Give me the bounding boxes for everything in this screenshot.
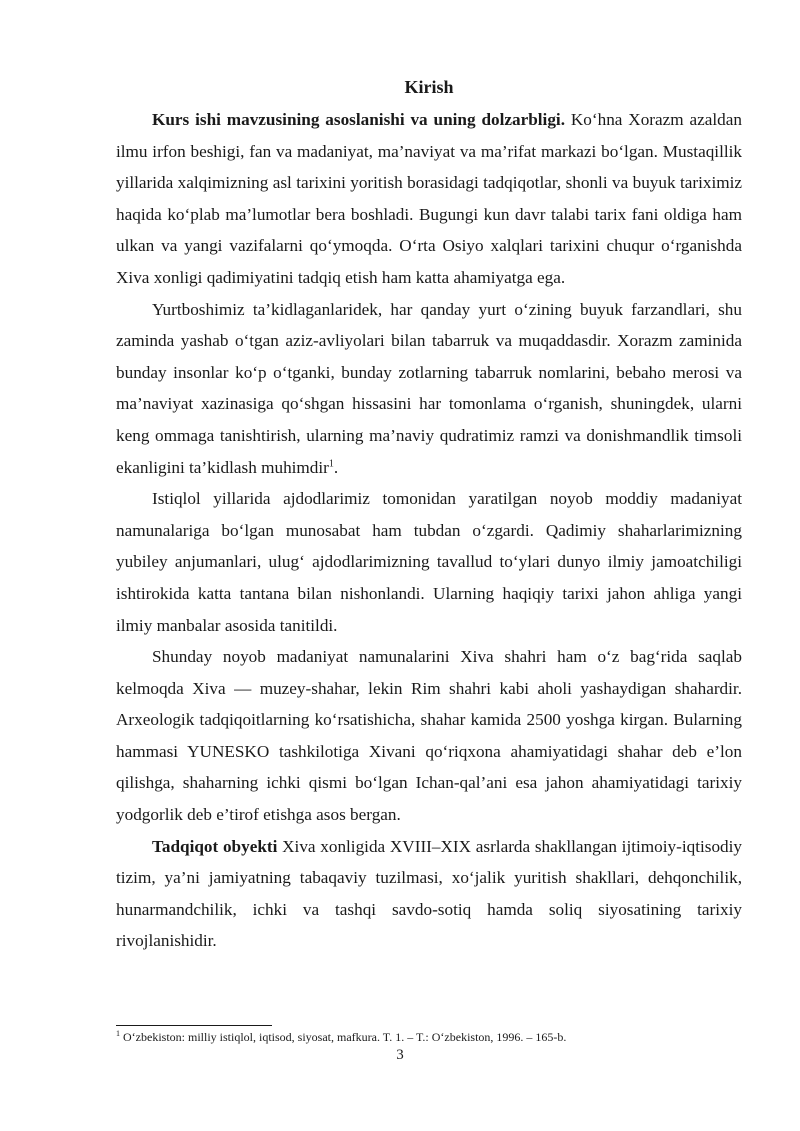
paragraph-independence <box>116 483 742 641</box>
footnote-separator <box>116 1025 272 1026</box>
section-title: Kirish <box>404 77 454 97</box>
paragraph-text-research-object: Xiva xonligida XVIII–XIX asrlarda shakllangan ijtimoiy-iqtisodiy tizim, ya’ni jamiyatning tabaqaviy tuzilmasi, xo‘jalik yuritish shakllari, dehqonchilik, hunarmandchilik, ichki va tashqi savdo-sotiq hamda soliq siyosatining tarixiy rivojlanishidir. <box>116 836 742 951</box>
page-number: 3 <box>396 1047 404 1063</box>
paragraph-text-ancestors: Yurtboshimiz ta’kidlaganlaridek, har qanday yurt o‘zining buyuk farzandlari, shu zaminda yashab o‘tgan aziz-avliyolari bilan tabarruk va muqaddasdir. Xorazm zaminida bunday insonlar ko‘p o‘tganki, bunday zotlarning tabarruk nomlarini, bebaho merosi va ma’naviyat xazinasiga qo‘shgan hissasini har tomonlama o‘rganish, shuningdek, ularni keng ommaga tanishtirish, ularning ma’naviy qudratimiz ramzi va donishmandlik timsoli ekanligini ta’kidlash muhimdir <box>116 299 742 477</box>
paragraph-text-khiva: Shunday noyob madaniyat namunalarini Xiva shahri ham o‘z bag‘rida saqlab kelmoqda Xiva — muzey-shahar, lekin Rim shahri kabi aholi yashaydigan shahardir. Arxeologik tadqiqoitlarning ko‘rsatishicha, shahar kamida 2500 yoshga kirgan. Bularning hammasi YUNESKO tashkilotiga Xivani qo‘riqxona ahamiyatidagi shahar deb e’lon qilishga, shaharning ichki qismi bo‘lgan Ichan-qal’ani esa jahon ahamiyatidagi tarixiy yodgorlik deb e’tirof etishga asos bergan. <box>116 647 742 825</box>
footnote-marker: 1 <box>116 1029 120 1038</box>
paragraph-end-ancestors: . <box>333 457 339 477</box>
paragraph-lead-research-object: Tadqiqot obyekti <box>152 836 278 856</box>
paragraph-text-independence: Istiqlol yillarida ajdodlarimiz tomonidan yaratilgan noyob moddiy madaniyat namunalariga bo‘lgan munosabat ham tubdan o‘zgardi. Qadimiy shaharlarimizning yubiley anjumanlari, ulug‘ ajdodlarimizning tavallud to‘ylari dunyo ilmiy jamoatchiligi ishtirokida katta tantana bilan nishonlandi. Ularning haqiqiy tarixi jahon ahliga yangi ilmiy manbalar asosida tanitildi. <box>116 489 742 635</box>
paragraph-ancestors <box>116 294 742 484</box>
paragraph-khiva <box>116 641 742 831</box>
paragraph-relevance <box>116 104 742 294</box>
paragraph-text-relevance: Ko‘hna Xorazm azaldan ilmu irfon beshigi, fan va madaniyat, ma’naviyat va ma’rifat markazi bo‘lgan. Mustaqillik yillarida xalqimizning asl tarixini yoritish borasidagi tadqiqotlar, shonli va buyuk tariximiz haqida ko‘plab ma’lumotlar bera boshladi. Bugungi kun davr talabi tarix fani oldiga ham ulkan va yangi vazifalarni qo‘ymoqda. O‘rta Osiyo xalqlari tarixini chuqur o‘rganishda Xiva xonligi qadimiyatini tadqiq etish ham katta ahamiyatga ega. <box>116 110 742 287</box>
footnote-reference[interactable]: 1 <box>328 457 334 469</box>
paragraph-research-object <box>116 831 742 957</box>
footnote <box>116 1030 742 1045</box>
document-page <box>116 68 742 957</box>
paragraph-lead-relevance: Kurs ishi mavzusining asoslanishi va uning dolzarbligi. <box>152 110 565 129</box>
footnote-text: O‘zbekiston: milliy istiqlol, iqtisod, siyosat, mafkura. T. 1. – T.: O‘zbekiston, 1996. – 165-b. <box>120 1030 567 1044</box>
